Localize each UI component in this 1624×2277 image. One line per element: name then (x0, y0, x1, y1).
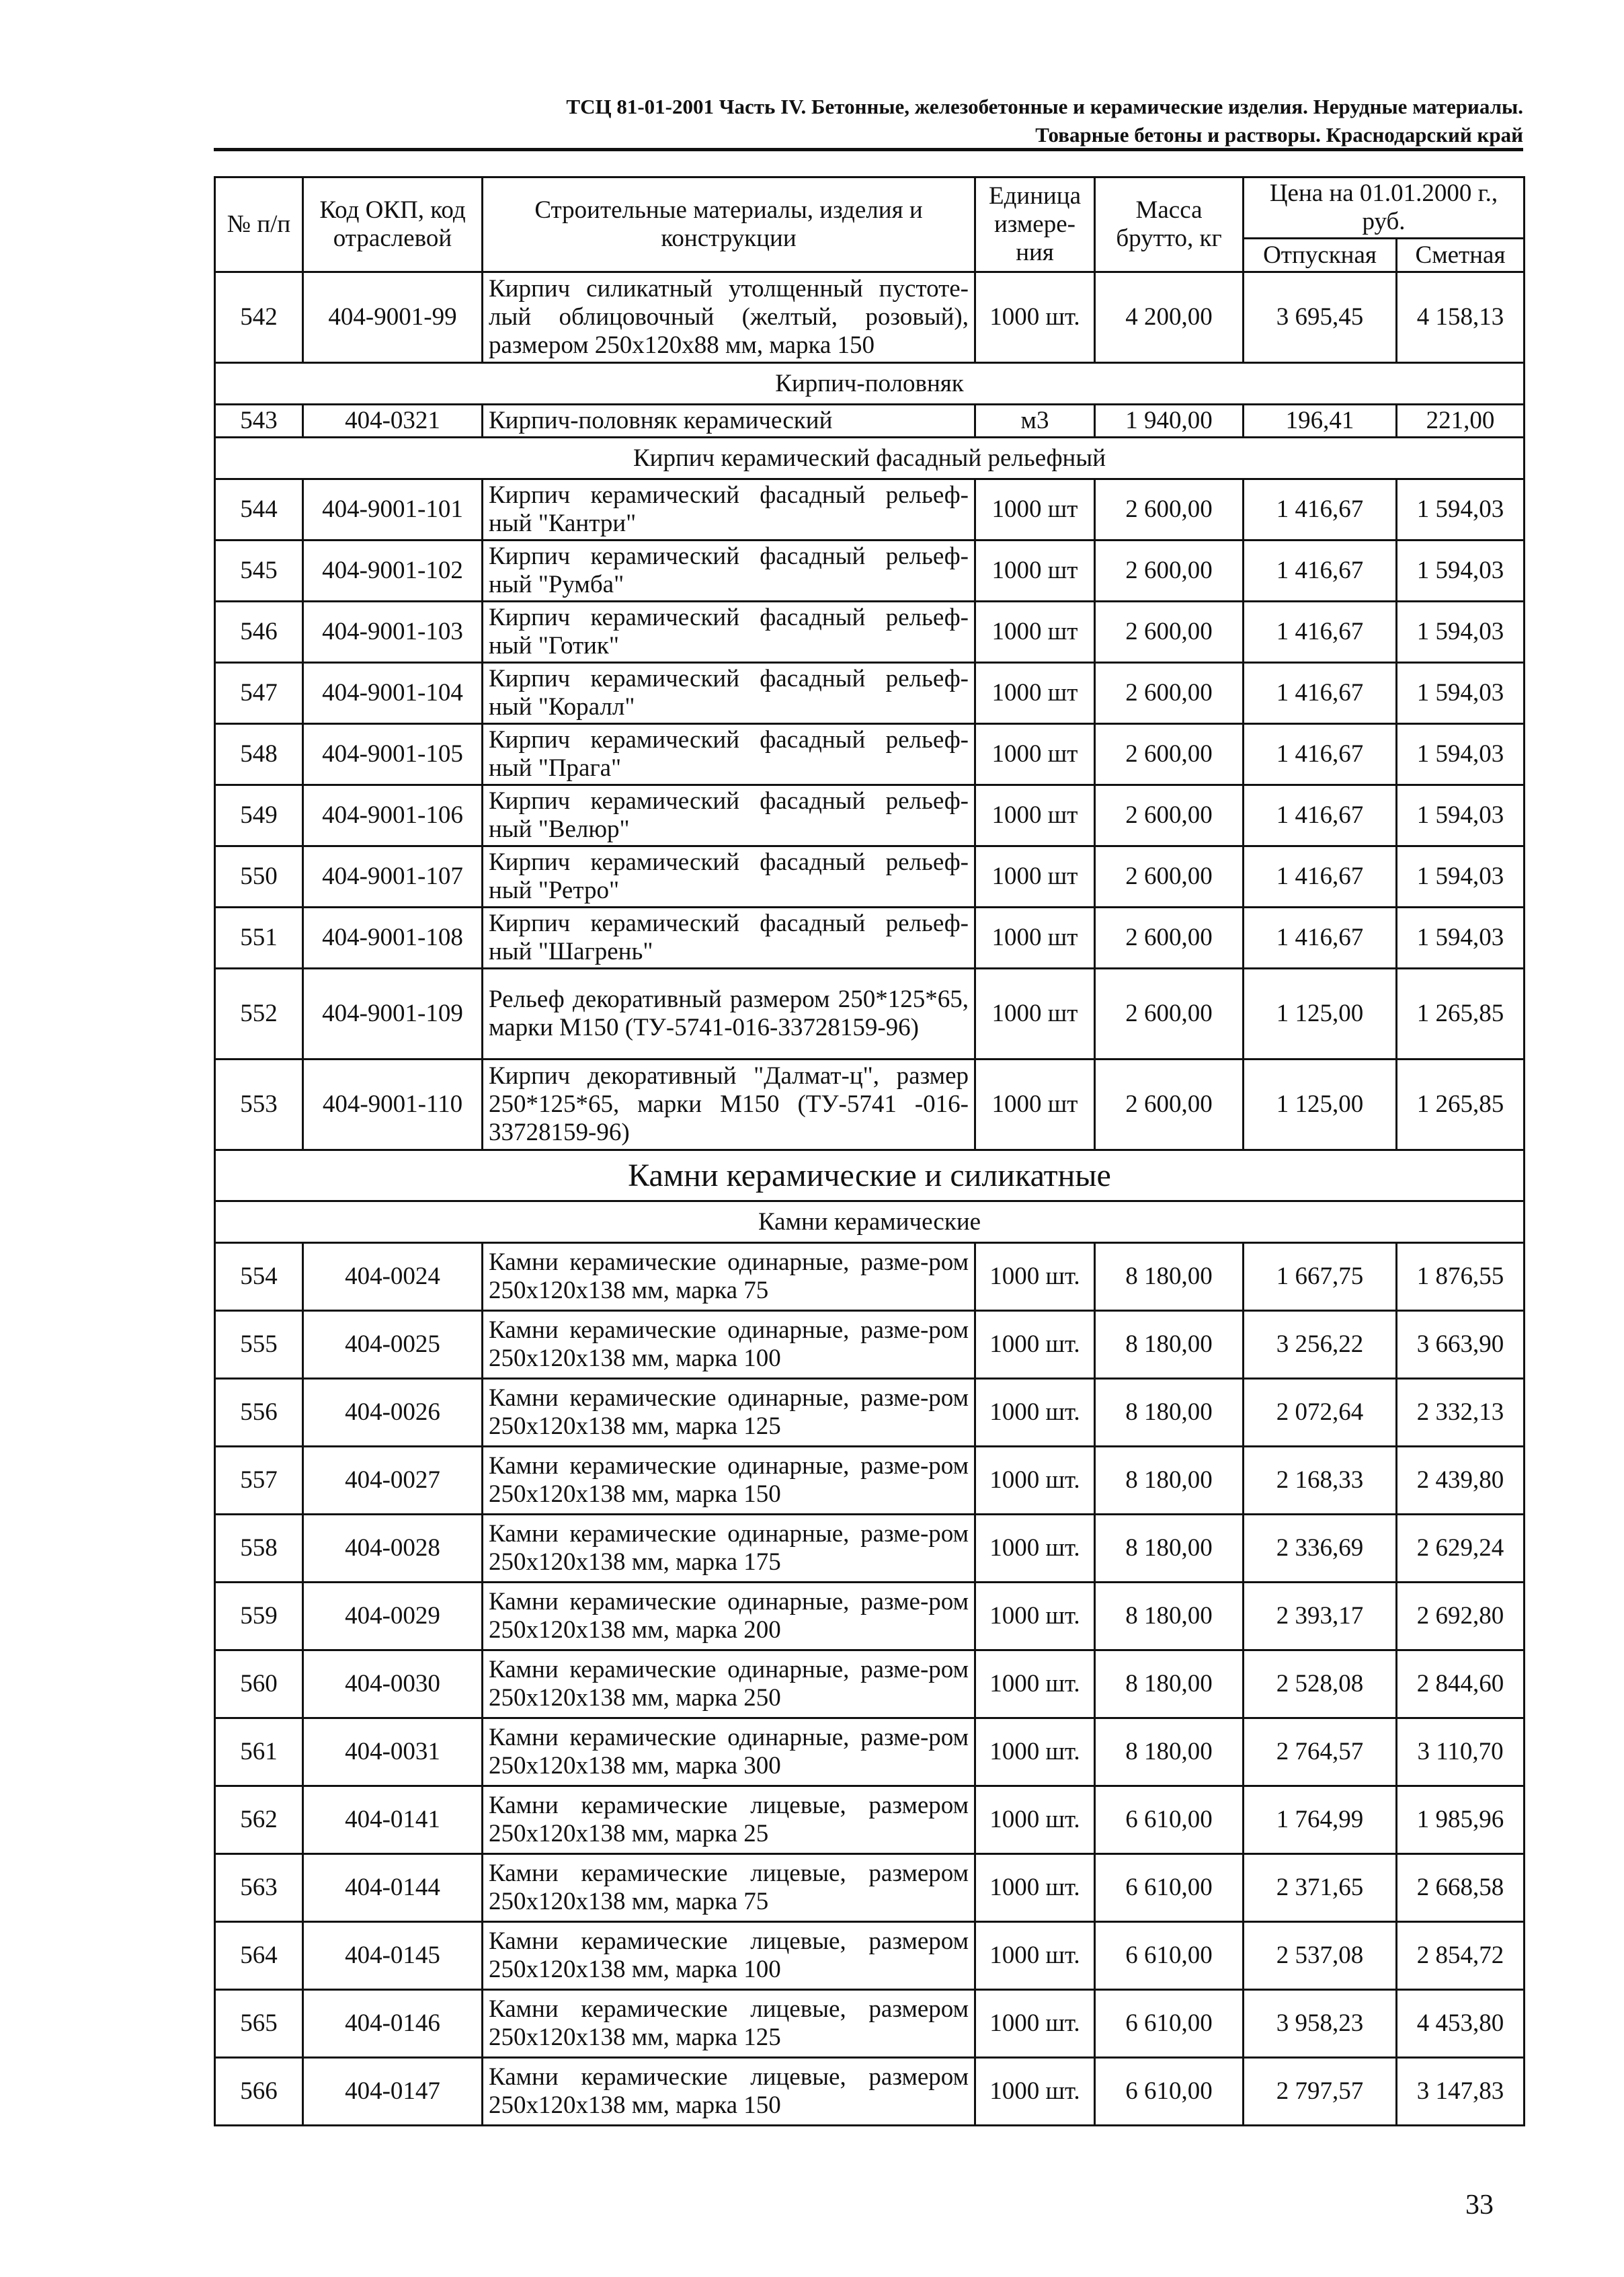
row-price-estimate: 3 663,90 (1397, 1311, 1525, 1379)
row-num: 550 (215, 846, 303, 908)
row-mass: 2 600,00 (1095, 479, 1244, 541)
table-row (215, 1583, 1525, 1650)
row-name: Камни керамические одинарные, разме-ром 250х120х138 мм, марка 150 (483, 1447, 975, 1515)
row-name: Кирпич керамический фасадный рельеф-ный "Коралл" (483, 663, 975, 724)
row-unit: 1000 шт. (975, 272, 1095, 363)
column-header-name: Строительные материалы, изделия и конструкции (483, 177, 975, 272)
row-num: 566 (215, 2058, 303, 2126)
row-name: Кирпич керамический фасадный рельеф-ный "Шагрень" (483, 908, 975, 969)
table-row (215, 785, 1525, 846)
row-mass: 2 600,00 (1095, 785, 1244, 846)
row-price-estimate: 2 439,80 (1397, 1447, 1525, 1515)
running-header-line-2: Товарные бетоны и растворы. Краснодарский край (1035, 123, 1523, 147)
row-price-estimate: 1 594,03 (1397, 908, 1525, 969)
row-price-estimate: 1 876,55 (1397, 1243, 1525, 1311)
row-mass: 8 180,00 (1095, 1583, 1244, 1650)
row-mass: 2 600,00 (1095, 1060, 1244, 1150)
row-num: 560 (215, 1650, 303, 1718)
row-name: Кирпич керамический фасадный рельеф-ный "Ретро" (483, 846, 975, 908)
table-row (215, 1854, 1525, 1922)
row-num: 554 (215, 1243, 303, 1311)
row-unit: 1000 шт. (975, 1583, 1095, 1650)
column-header-num: № п/п (215, 177, 303, 272)
column-header-price: Цена на 01.01.2000 г., руб. (1244, 177, 1525, 239)
row-mass: 1 940,00 (1095, 405, 1244, 438)
row-price-estimate: 1 594,03 (1397, 602, 1525, 663)
row-price-release: 196,41 (1244, 405, 1397, 438)
row-mass: 6 610,00 (1095, 1786, 1244, 1854)
row-price-estimate: 1 594,03 (1397, 724, 1525, 785)
row-unit: 1000 шт (975, 785, 1095, 846)
row-mass: 2 600,00 (1095, 724, 1244, 785)
row-code: 404-0024 (303, 1243, 483, 1311)
section-title: Кирпич керамический фасадный рельефный (215, 438, 1525, 479)
section-title: Камни керамические и силикатные (215, 1150, 1525, 1201)
row-num: 542 (215, 272, 303, 363)
row-price-estimate: 2 692,80 (1397, 1583, 1525, 1650)
table-body (215, 272, 1525, 2126)
row-mass: 2 600,00 (1095, 663, 1244, 724)
row-unit: 1000 шт (975, 969, 1095, 1060)
row-mass: 8 180,00 (1095, 1379, 1244, 1447)
row-price-estimate: 1 594,03 (1397, 479, 1525, 541)
row-name: Камни керамические одинарные, разме-ром 250х120х138 мм, марка 125 (483, 1379, 975, 1447)
row-code: 404-9001-109 (303, 969, 483, 1060)
row-price-release: 1 125,00 (1244, 1060, 1397, 1150)
column-header-code: Код ОКП, код отраслевой (303, 177, 483, 272)
section-title: Кирпич-половняк (215, 363, 1525, 405)
row-mass: 2 600,00 (1095, 908, 1244, 969)
row-code: 404-9001-99 (303, 272, 483, 363)
table-row (215, 1786, 1525, 1854)
row-code: 404-9001-102 (303, 541, 483, 602)
table-row (215, 1990, 1525, 2058)
row-price-estimate: 2 854,72 (1397, 1922, 1525, 1990)
row-price-release: 3 958,23 (1244, 1990, 1397, 2058)
row-num: 549 (215, 785, 303, 846)
row-price-estimate: 2 629,24 (1397, 1515, 1525, 1583)
table-row (215, 1447, 1525, 1515)
row-unit: 1000 шт. (975, 1922, 1095, 1990)
row-mass: 8 180,00 (1095, 1718, 1244, 1786)
row-code: 404-0141 (303, 1786, 483, 1854)
row-code: 404-9001-107 (303, 846, 483, 908)
row-unit: 1000 шт (975, 1060, 1095, 1150)
row-mass: 2 600,00 (1095, 602, 1244, 663)
table-row (215, 405, 1525, 438)
row-code: 404-9001-108 (303, 908, 483, 969)
table-row (215, 908, 1525, 969)
row-mass: 2 600,00 (1095, 969, 1244, 1060)
row-code: 404-9001-101 (303, 479, 483, 541)
row-name: Кирпич силикатный утолщенный пустоте-лый облицовочный (желтый, розовый), размером 250х120х88 мм, марка 150 (483, 272, 975, 363)
row-num: 546 (215, 602, 303, 663)
table-row (215, 479, 1525, 541)
row-code: 404-9001-110 (303, 1060, 483, 1150)
column-header-price-estimate: Сметная (1397, 239, 1525, 272)
row-price-estimate: 221,00 (1397, 405, 1525, 438)
row-price-estimate: 1 594,03 (1397, 785, 1525, 846)
row-name: Камни керамические одинарные, разме-ром 250х120х138 мм, марка 75 (483, 1243, 975, 1311)
table-row (215, 846, 1525, 908)
row-num: 561 (215, 1718, 303, 1786)
row-price-release: 2 336,69 (1244, 1515, 1397, 1583)
row-name: Камни керамические лицевые, размером 250х120х138 мм, марка 150 (483, 2058, 975, 2126)
table-row (215, 541, 1525, 602)
row-mass: 8 180,00 (1095, 1243, 1244, 1311)
row-price-estimate: 4 453,80 (1397, 1990, 1525, 2058)
row-code: 404-0025 (303, 1311, 483, 1379)
row-mass: 6 610,00 (1095, 1990, 1244, 2058)
row-price-release: 1 416,67 (1244, 663, 1397, 724)
row-unit: 1000 шт (975, 541, 1095, 602)
table-row (215, 1060, 1525, 1150)
row-price-estimate: 1 594,03 (1397, 846, 1525, 908)
row-num: 552 (215, 969, 303, 1060)
table-row (215, 1922, 1525, 1990)
running-header (430, 93, 1523, 149)
row-mass: 8 180,00 (1095, 1447, 1244, 1515)
row-mass: 6 610,00 (1095, 2058, 1244, 2126)
row-price-release: 1 416,67 (1244, 479, 1397, 541)
row-price-release: 1 416,67 (1244, 785, 1397, 846)
row-price-release: 2 764,57 (1244, 1718, 1397, 1786)
row-num: 543 (215, 405, 303, 438)
table-row (215, 602, 1525, 663)
row-num: 563 (215, 1854, 303, 1922)
row-unit: 1000 шт. (975, 1447, 1095, 1515)
row-price-estimate: 1 265,85 (1397, 1060, 1525, 1150)
row-unit: 1000 шт (975, 602, 1095, 663)
row-mass: 8 180,00 (1095, 1650, 1244, 1718)
row-unit: 1000 шт. (975, 2058, 1095, 2126)
row-unit: 1000 шт (975, 479, 1095, 541)
row-price-estimate: 3 110,70 (1397, 1718, 1525, 1786)
row-code: 404-0145 (303, 1922, 483, 1990)
row-num: 558 (215, 1515, 303, 1583)
row-num: 547 (215, 663, 303, 724)
row-code: 404-0146 (303, 1990, 483, 2058)
row-price-estimate: 2 668,58 (1397, 1854, 1525, 1922)
row-unit: 1000 шт. (975, 1515, 1095, 1583)
table-row (215, 724, 1525, 785)
row-price-release: 1 416,67 (1244, 602, 1397, 663)
table-section-row (215, 363, 1525, 405)
row-name: Кирпич-половняк керамический (483, 405, 975, 438)
section-title: Камни керамические (215, 1201, 1525, 1243)
running-header-line-1: ТСЦ 81-01-2001 Часть IV. Бетонные, железобетонные и керамические изделия. Нерудные материалы. (566, 95, 1523, 118)
row-unit: 1000 шт. (975, 1311, 1095, 1379)
row-name: Камни керамические одинарные, разме-ром 250х120х138 мм, марка 250 (483, 1650, 975, 1718)
row-unit: 1000 шт (975, 663, 1095, 724)
column-header-price-release: Отпускная (1244, 239, 1397, 272)
row-num: 559 (215, 1583, 303, 1650)
row-unit: 1000 шт. (975, 1990, 1095, 2058)
table-section-row (215, 1150, 1525, 1201)
row-price-release: 2 537,08 (1244, 1922, 1397, 1990)
row-code: 404-0147 (303, 2058, 483, 2126)
row-num: 548 (215, 724, 303, 785)
row-code: 404-0026 (303, 1379, 483, 1447)
row-code: 404-9001-103 (303, 602, 483, 663)
row-unit: м3 (975, 405, 1095, 438)
row-name: Кирпич керамический фасадный рельеф-ный "Прага" (483, 724, 975, 785)
row-code: 404-9001-105 (303, 724, 483, 785)
row-price-estimate: 1 265,85 (1397, 969, 1525, 1060)
row-price-release: 2 371,65 (1244, 1854, 1397, 1922)
row-price-release: 1 416,67 (1244, 541, 1397, 602)
row-price-estimate: 3 147,83 (1397, 2058, 1525, 2126)
row-price-estimate: 4 158,13 (1397, 272, 1525, 363)
row-num: 562 (215, 1786, 303, 1854)
row-code: 404-9001-104 (303, 663, 483, 724)
row-name: Камни керамические лицевые, размером 250х120х138 мм, марка 100 (483, 1922, 975, 1990)
row-code: 404-0028 (303, 1515, 483, 1583)
row-num: 553 (215, 1060, 303, 1150)
row-price-release: 3 695,45 (1244, 272, 1397, 363)
row-price-release: 2 797,57 (1244, 2058, 1397, 2126)
row-num: 555 (215, 1311, 303, 1379)
table-row (215, 1515, 1525, 1583)
table-row (215, 663, 1525, 724)
row-price-release: 1 667,75 (1244, 1243, 1397, 1311)
row-code: 404-0027 (303, 1447, 483, 1515)
row-price-release: 2 072,64 (1244, 1379, 1397, 1447)
row-unit: 1000 шт. (975, 1650, 1095, 1718)
page-number: 33 (1465, 2190, 1494, 2221)
row-price-release: 1 764,99 (1244, 1786, 1397, 1854)
row-code: 404-0029 (303, 1583, 483, 1650)
row-mass: 2 600,00 (1095, 541, 1244, 602)
row-code: 404-9001-106 (303, 785, 483, 846)
row-mass: 8 180,00 (1095, 1515, 1244, 1583)
row-unit: 1000 шт. (975, 1854, 1095, 1922)
row-name: Кирпич декоративный "Далмат-ц", размер 250*125*65, марки М150 (ТУ-5741 -016-33728159-96) (483, 1060, 975, 1150)
table-row (215, 272, 1525, 363)
row-unit: 1000 шт. (975, 1379, 1095, 1447)
row-unit: 1000 шт. (975, 1718, 1095, 1786)
table-row (215, 1650, 1525, 1718)
row-code: 404-0031 (303, 1718, 483, 1786)
row-code: 404-0030 (303, 1650, 483, 1718)
row-name: Кирпич керамический фасадный рельеф-ный "Готик" (483, 602, 975, 663)
row-price-estimate: 1 985,96 (1397, 1786, 1525, 1854)
price-table (214, 176, 1525, 2126)
table-row (215, 1243, 1525, 1311)
row-name: Рельеф декоративный размером 250*125*65, марки М150 (ТУ-5741-016-33728159-96) (483, 969, 975, 1060)
row-num: 545 (215, 541, 303, 602)
row-unit: 1000 шт (975, 846, 1095, 908)
row-name: Камни керамические одинарные, разме-ром 250х120х138 мм, марка 200 (483, 1583, 975, 1650)
table-row (215, 1311, 1525, 1379)
row-mass: 4 200,00 (1095, 272, 1244, 363)
row-unit: 1000 шт (975, 908, 1095, 969)
row-name: Кирпич керамический фасадный рельеф-ный "Румба" (483, 541, 975, 602)
table-row (215, 2058, 1525, 2126)
row-price-release: 1 416,67 (1244, 908, 1397, 969)
column-header-mass: Масса брутто, кг (1095, 177, 1244, 272)
header-rule (214, 148, 1523, 151)
row-name: Камни керамические лицевые, размером 250х120х138 мм, марка 25 (483, 1786, 975, 1854)
row-price-estimate: 2 844,60 (1397, 1650, 1525, 1718)
row-mass: 8 180,00 (1095, 1311, 1244, 1379)
row-price-release: 1 416,67 (1244, 846, 1397, 908)
row-code: 404-0144 (303, 1854, 483, 1922)
row-num: 551 (215, 908, 303, 969)
row-price-estimate: 2 332,13 (1397, 1379, 1525, 1447)
table-section-row (215, 438, 1525, 479)
row-price-release: 2 393,17 (1244, 1583, 1397, 1650)
row-num: 544 (215, 479, 303, 541)
row-price-estimate: 1 594,03 (1397, 663, 1525, 724)
row-code: 404-0321 (303, 405, 483, 438)
row-price-estimate: 1 594,03 (1397, 541, 1525, 602)
row-price-release: 2 528,08 (1244, 1650, 1397, 1718)
row-unit: 1000 шт. (975, 1243, 1095, 1311)
row-price-release: 1 125,00 (1244, 969, 1397, 1060)
row-price-release: 2 168,33 (1244, 1447, 1397, 1515)
row-num: 557 (215, 1447, 303, 1515)
row-num: 564 (215, 1922, 303, 1990)
row-mass: 6 610,00 (1095, 1854, 1244, 1922)
table-row (215, 1379, 1525, 1447)
row-name: Кирпич керамический фасадный рельеф-ный "Велюр" (483, 785, 975, 846)
row-name: Камни керамические одинарные, разме-ром 250х120х138 мм, марка 300 (483, 1718, 975, 1786)
row-mass: 2 600,00 (1095, 846, 1244, 908)
row-name: Камни керамические лицевые, размером 250х120х138 мм, марка 75 (483, 1854, 975, 1922)
table-section-row (215, 1201, 1525, 1243)
column-header-unit: Единица измере- ния (975, 177, 1095, 272)
row-price-release: 1 416,67 (1244, 724, 1397, 785)
row-unit: 1000 шт (975, 724, 1095, 785)
row-unit: 1000 шт. (975, 1786, 1095, 1854)
row-name: Камни керамические одинарные, разме-ром 250х120х138 мм, марка 100 (483, 1311, 975, 1379)
row-name: Кирпич керамический фасадный рельеф-ный "Кантри" (483, 479, 975, 541)
row-mass: 6 610,00 (1095, 1922, 1244, 1990)
row-num: 565 (215, 1990, 303, 2058)
row-price-release: 3 256,22 (1244, 1311, 1397, 1379)
row-name: Камни керамические одинарные, разме-ром 250х120х138 мм, марка 175 (483, 1515, 975, 1583)
row-num: 556 (215, 1379, 303, 1447)
table-row (215, 969, 1525, 1060)
table-row (215, 1718, 1525, 1786)
row-name: Камни керамические лицевые, размером 250х120х138 мм, марка 125 (483, 1990, 975, 2058)
